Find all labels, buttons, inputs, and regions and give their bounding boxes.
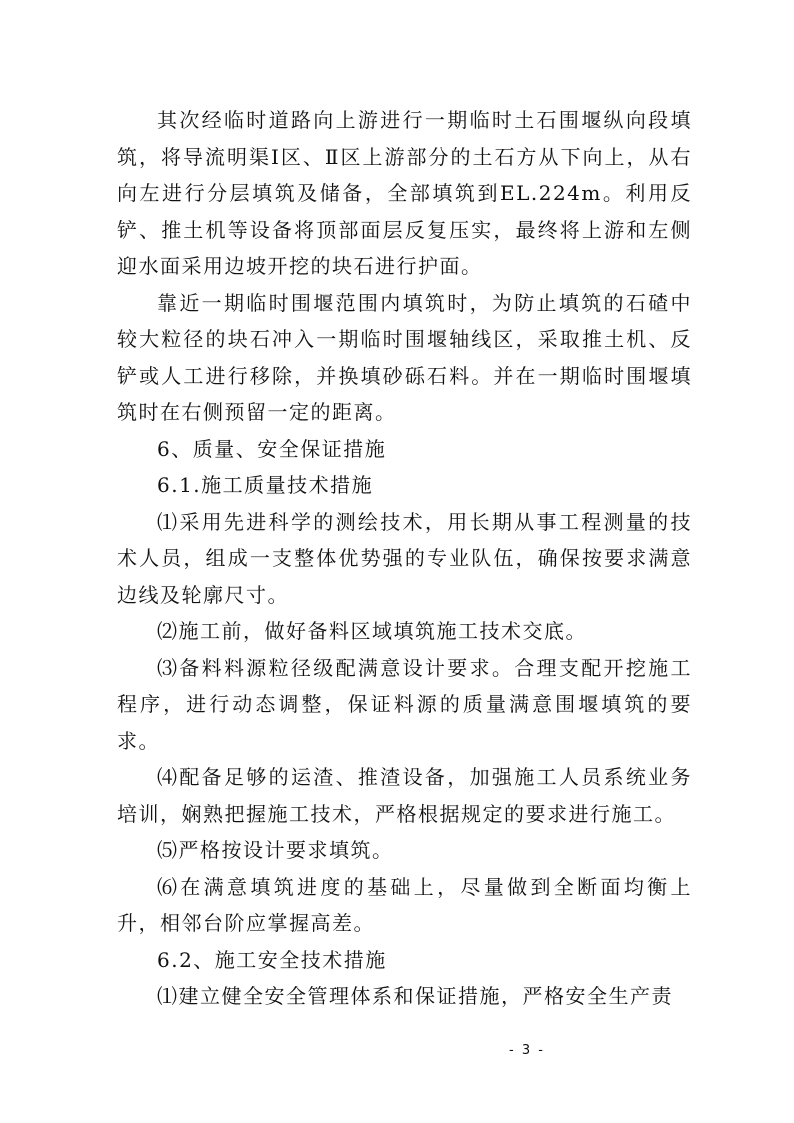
- quality-item-6: ⑹在满意填筑进度的基础上，尽量做到全断面均衡上升，相邻台阶应掌握高差。: [117, 874, 692, 935]
- safety-item-1: ⑴建立健全安全管理体系和保证措施，严格安全生产责: [157, 984, 673, 1008]
- subsection-heading-safety: 6.2、施工安全技术措施: [157, 947, 387, 972]
- quality-item-1: ⑴采用先进科学的测绘技术，用长期从事工程测量的技术人员，组成一支整体优势强的专业队伍，确保按要求满意边线及轮廓尺寸。: [117, 509, 692, 607]
- subsection-heading-quality: 6.1.施工质量技术措施: [157, 473, 374, 497]
- section-heading: 6、质量、安全保证措施: [157, 436, 387, 461]
- quality-item-4: ⑷配备足够的运渣、推渣设备，加强施工人员系统业务培训，娴熟把握施工技术，严格根据规定的要求进行施工。: [117, 765, 692, 826]
- document-body: [117, 102, 692, 1015]
- quality-item-2: ⑵施工前，做好备料区域填筑施工技术交底。: [157, 619, 587, 643]
- quality-item-5: ⑸严格按设计要求填筑。: [157, 838, 394, 862]
- paragraph-cofferdam-filling: 其次经临时道路向上游进行一期临时土石围堰纵向段填筑，将导流明渠Ⅰ区、Ⅱ区上游部分的土石方从下向上，从右向左进行分层填筑及储备，全部填筑到EL.224m。利用反铲、推土机等设备将顶部面层反复压实，最终将上游和左侧迎水面采用边坡开挖的块石进行护面。: [117, 108, 692, 278]
- page-number: - 3 -: [509, 1043, 545, 1058]
- quality-item-3: ⑶备料料源粒径级配满意设计要求。合理支配开挖施工程序，进行动态调整，保证料源的质量满意围堰填筑的要求。: [117, 655, 692, 753]
- paragraph-near-cofferdam: 靠近一期临时围堰范围内填筑时，为防止填筑的石碴中较大粒径的块石冲入一期临时围堰轴线区，采取推土机、反铲或人工进行移除，并换填砂砾石料。并在一期临时围堰填筑时在右侧预留一定的距离。: [117, 290, 692, 424]
